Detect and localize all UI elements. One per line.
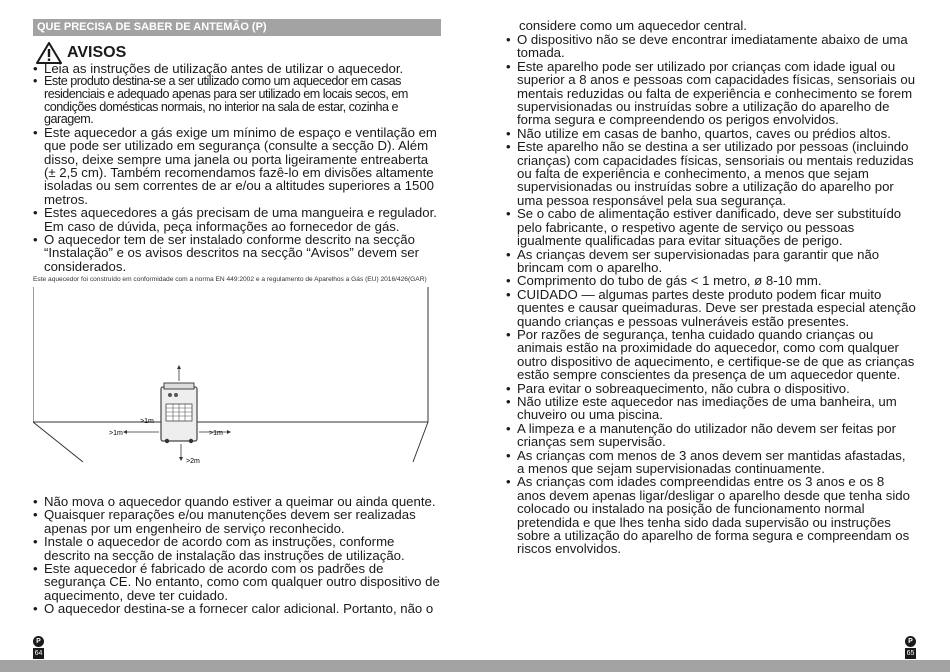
list-item: • A limpeza e a manutenção do utilizador não devem ser feitas por crianças sem supervisão. xyxy=(506,422,916,449)
clearance-right-label: >1m xyxy=(209,430,223,437)
list-item: • Comprimento do tubo de gás < 1 metro, ø 8-10 mm. xyxy=(506,274,916,287)
list-item: • As crianças com idades compreendidas entre os 3 anos e os 8 anos devem apenas ligar/desligar o aparelho desde que tenha sido colocado ou instalado na posição de funcionamento normal pretendida e que lhes tenha sido dada supervisão ou instruções sobre a utilização do aparelho de forma segura e compreendam os riscos envolvidos. xyxy=(506,475,916,555)
section-header: QUE PRECISA DE SABER DE ANTEMÃO (P) xyxy=(33,19,441,36)
list-item: • As crianças com menos de 3 anos devem ser mantidas afastadas, a menos que sejam supervisionadas continuamente. xyxy=(506,449,916,476)
list-item: • O aquecedor destina-se a fornecer calor adicional. Portanto, não o xyxy=(33,602,441,615)
list-item: • O dispositivo não se deve encontrar imediatamente abaixo de uma tomada. xyxy=(506,33,916,60)
footer-bar xyxy=(0,660,950,672)
list-item: • Não mova o aquecedor quando estiver a queimar ou ainda quente. xyxy=(33,495,441,508)
language-badge-right: P xyxy=(905,636,916,647)
list-item: • Se o cabo de alimentação estiver danificado, deve ser substituído pelo fabricante, o respetivo agente de serviço ou pessoas igualmente qualificadas para evitar situações de perigo. xyxy=(506,207,916,247)
heater-icon xyxy=(161,383,197,443)
list-item: • Leia as instruções de utilização antes de utilizar o aquecedor. xyxy=(33,62,441,75)
language-badge-left: P xyxy=(33,636,44,647)
list-item: • Este aparelho pode ser utilizado por crianças com idade igual ou superior a 8 anos e pessoas com capacidades físicas, sensoriais ou mentais reduzidas ou falta de experiência e conhecimento se forem supervisionadas ou instruídas sobre a utilização do aparelho de forma segura e compreendendo os perigos envolvidos. xyxy=(506,60,916,127)
warnings-list-bottom xyxy=(33,495,441,616)
list-item: • Quaisquer reparações e/ou manutenções devem ser realizadas apenas por um engenheiro de serviço reconhecido. xyxy=(33,508,441,535)
list-item: • Este aparelho não se destina a ser utilizado por pessoas (incluindo crianças) com capacidades físicas, sensoriais ou mentais reduzidas ou falta de experiência e conhecimento, a menos que sejam supervisionadas ou instruídas sobre a utilização do aparelho por uma pessoa responsável pela sua segurança. xyxy=(506,140,916,207)
continuation-text: considere como um aquecedor central. xyxy=(519,18,747,33)
list-item: • Este aquecedor é fabricado de acordo com os padrões de segurança CE. No entanto, como com qualquer outro dispositivo de aquecimento, deve ter cuidado. xyxy=(33,562,441,602)
clearance-diagram xyxy=(33,287,441,492)
warnings-list-right xyxy=(506,33,916,556)
list-item: • Este aquecedor a gás exige um mínimo de espaço e ventilação em que pode ser utilizado em segurança (consulte a secção D). Além disso, deixe sempre uma janela ou porta ligeiramente entreaberta (± 2,5 cm). Também recomendamos fazê-lo em divisões altamente isoladas ou sem correntes de ar e/ou a altitudes superiores a 1500 metros. xyxy=(33,126,441,206)
list-item: • Instale o aquecedor de acordo com as instruções, conforme descrito na secção de instalação das instruções de utilização. xyxy=(33,535,441,562)
clearance-front-label: >2m xyxy=(186,458,200,465)
list-item: • Por razões de segurança, tenha cuidado quando crianças ou animais estão na proximidade do aquecedor, como com qualquer outro dispositivo de aquecimento, e certifique-se de que as crianças estão sempre conscientes da presença de um aquecedor quente. xyxy=(506,328,916,382)
list-item: • Não utilize em casas de banho, quartos, caves ou prédios altos. xyxy=(506,127,916,140)
list-item: • O aquecedor tem de ser instalado conforme descrito na secção “Instalação” e os avisos descritos na secção “Avisos” devem ser considerados. xyxy=(33,233,441,273)
list-item: • Estes aquecedores a gás precisam de uma mangueira e regulador. Em caso de dúvida, peça informações ao fornecedor de gás. xyxy=(33,206,441,233)
page-number-left: 64 xyxy=(34,650,43,657)
clearance-top-label: >1m xyxy=(140,418,154,425)
clearance-left-label: >1m xyxy=(109,430,123,437)
list-item: • As crianças devem ser supervisionadas para garantir que não brincam com o aparelho. xyxy=(506,248,916,275)
warnings-heading-text: AVISOS xyxy=(67,44,127,61)
list-item: • Para evitar o sobreaquecimento, não cubra o dispositivo. xyxy=(506,382,916,395)
list-item: • CUIDADO — algumas partes deste produto podem ficar muito quentes e causar queimaduras. Deve ser prestada especial atenção quando crianças e pessoas vulneráveis estão presentes. xyxy=(506,288,916,328)
list-item: • Não utilize este aquecedor nas imediações de uma banheira, um chuveiro ou uma piscina. xyxy=(506,395,916,422)
warnings-list-top xyxy=(33,62,441,273)
norm-note: Este aquecedor foi construído em conformidade com a norma EN 449:2002 e a regulamento de Aparelhos a Gás (EU) 2016/426(GAR) xyxy=(33,276,427,283)
page-number-right: 65 xyxy=(906,650,915,657)
list-item: • Este produto destina-se a ser utilizado como um aquecedor em casas residenciais e adequado apenas para ser utilizado em locais secos, em condições domésticas normais, no interior na sala de estar, cozinha e garagem. xyxy=(33,75,441,125)
